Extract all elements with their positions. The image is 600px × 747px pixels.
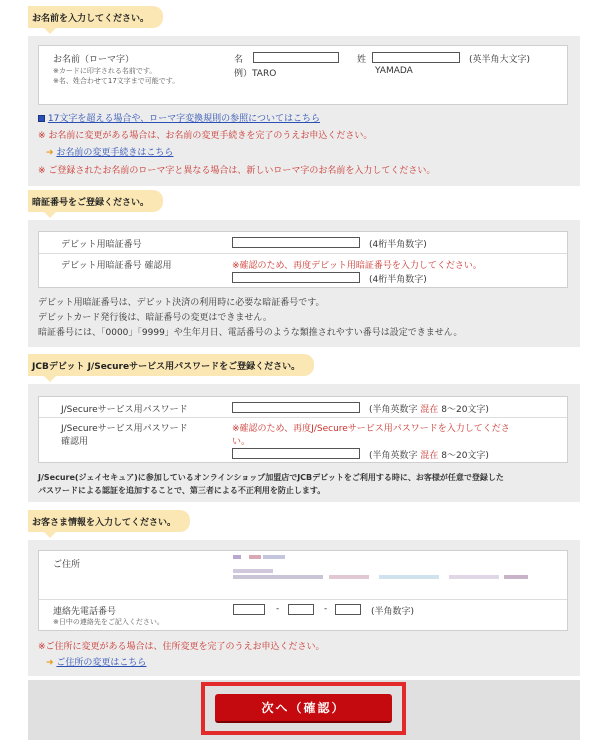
- pin-info-1: デビット用暗証番号は、デビット決済の利用時に必要な暗証番号です。: [38, 298, 325, 308]
- pin-info-2: デビットカード発行後は、暗証番号の変更はできません。: [38, 313, 272, 323]
- phone-label: 連絡先電話番号: [53, 607, 117, 617]
- address-change-link[interactable]: ご住所の変更はこちら: [56, 658, 147, 668]
- name-note-1: ※カードに印字される名前です。: [53, 67, 157, 75]
- pin-section-header: 暗証番号をご登録ください。: [28, 190, 163, 212]
- arrow-right-icon: ➜: [46, 658, 54, 668]
- pin-confirm-note: ※確認のため、再度デビット用暗証番号を入力してください。: [232, 261, 482, 271]
- example-last: YAMADA: [375, 66, 413, 76]
- row-divider: [39, 599, 567, 600]
- secure-info-2: パスワードによる認証を追加することで、第三者による不正利用を防止します。: [38, 486, 326, 495]
- secure-confirm-input[interactable]: [232, 448, 360, 459]
- example-first: 例）TARO: [234, 69, 277, 79]
- name-table: [38, 45, 568, 105]
- secure-confirm-note-1: ※確認のため、再度J/Secureサービス用パスワードを入力してくださ: [232, 424, 510, 434]
- name-format-hint: (英半角大文字): [469, 55, 531, 65]
- first-name-input[interactable]: [253, 52, 339, 63]
- romaji-link-row[interactable]: [38, 111, 320, 124]
- phone-hint: (半角数字): [371, 607, 415, 617]
- secure-pw-hint: (半角英数字 混在 8～20文字): [369, 405, 489, 415]
- address-label: ご住所: [53, 560, 81, 570]
- last-name-input[interactable]: [372, 52, 460, 63]
- pin-label: デビット用暗証番号: [61, 240, 142, 250]
- pin-confirm-label: デビット用暗証番号 確認用: [61, 261, 172, 271]
- customer-table: [38, 550, 568, 631]
- secure-pw-input[interactable]: [232, 402, 360, 413]
- secure-confirm-label-1: J/Secureサービス用パスワード: [61, 424, 188, 434]
- phone-input-2[interactable]: [288, 604, 314, 615]
- secure-table: [38, 396, 568, 463]
- phone-input-1[interactable]: [233, 604, 265, 615]
- name-label: お名前（ローマ字）: [53, 55, 135, 65]
- phone-input-3[interactable]: [335, 604, 361, 615]
- pin-hint: (4桁半角数字): [369, 240, 427, 250]
- pin-table: [38, 231, 568, 288]
- name-note-2: ※名、姓合わせて17文字まで可能です。: [53, 77, 180, 85]
- secure-confirm-note-2: い。: [232, 437, 251, 447]
- secure-confirm-label-2: 確認用: [61, 437, 89, 447]
- phone-separator: -: [276, 604, 280, 614]
- next-confirm-button[interactable]: 次へ（確認）: [215, 694, 392, 723]
- info-square-icon: [38, 115, 45, 122]
- name-change-link-row[interactable]: [46, 145, 173, 158]
- secure-pw-label: J/Secureサービス用パスワード: [61, 405, 188, 415]
- name-change-link[interactable]: お名前の変更手続きはこちら: [56, 148, 174, 158]
- name-change-note: ※ お名前に変更がある場合は、お名前の変更手続きを完了のうえお申込ください。: [38, 131, 373, 141]
- pin-confirm-hint: (4桁半角数字): [369, 275, 427, 285]
- address-change-note: ※ご住所に変更がある場合は、住所変更を完了のうえお申込ください。: [38, 642, 325, 652]
- pin-info-3: 暗証番号には、「0000」「9999」や生年月日、電話番号のような類推されやすい番号は設定できません。: [38, 328, 463, 338]
- phone-note: ※日中の連絡先をご記入ください。: [53, 618, 164, 626]
- name-section-header: お名前を入力してください。: [28, 6, 163, 28]
- first-name-label: 名: [234, 55, 244, 65]
- arrow-right-icon: ➜: [46, 148, 54, 158]
- submit-highlight-frame: [201, 682, 406, 735]
- customer-section-header: お客さま情報を入力してください。: [28, 510, 190, 532]
- address-change-link-row[interactable]: [46, 655, 146, 668]
- romaji-rules-link[interactable]: 17文字を超える場合や、ローマ字変換規則の参照についてはこちら: [47, 114, 320, 124]
- secure-info-1: J/Secure(ジェイセキュア)に参加しているオンラインショップ加盟店でJCBデビットをご利用する時に、お客様が任意で登録した: [38, 473, 504, 482]
- secure-section-header: JCBデビット J/Secureサービス用パスワードをご登録ください。: [28, 354, 314, 376]
- row-divider: [39, 417, 567, 418]
- row-divider: [39, 253, 567, 254]
- last-name-label: 姓: [357, 55, 367, 65]
- secure-confirm-hint: (半角英数字 混在 8～20文字): [369, 451, 489, 461]
- pin-input[interactable]: [232, 237, 360, 248]
- name-registered-note: ※ ご登録されたお名前のローマ字と異なる場合は、新しいローマ字のお名前を入力してください。: [38, 166, 436, 176]
- pin-confirm-input[interactable]: [232, 272, 360, 283]
- phone-separator: -: [324, 604, 328, 614]
